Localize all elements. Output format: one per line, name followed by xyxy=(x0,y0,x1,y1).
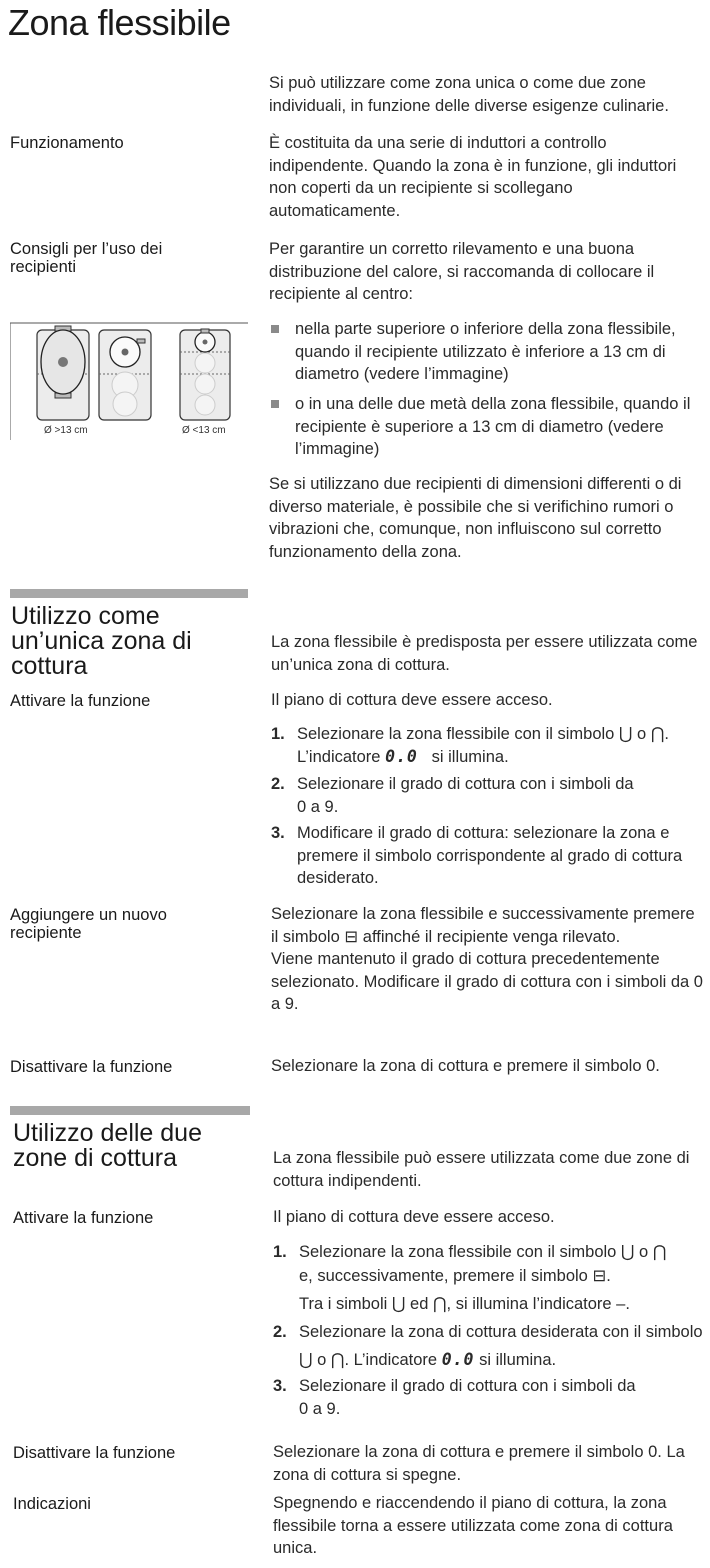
page-title: Zona flessibile xyxy=(8,2,231,43)
list-item: nella parte superiore o inferiore della zona flessibile, quando il recipiente utilizzato è inferiore a 13 cm di diametro (vedere l’immagine) xyxy=(269,318,701,386)
indicazioni-text: Spegnendo e riaccendendo il piano di cottura, la zona flessibile torna a essere utilizzata come zona di cottura unica. xyxy=(273,1494,673,1557)
step-item: 3. Modificare il grado di cottura: selezionare la zona e premere il simbolo corrispondente al grado di cottura desiderato. xyxy=(271,824,683,887)
attivare-label: Attivare la funzione xyxy=(10,692,151,710)
bullet-square-icon xyxy=(271,325,279,333)
section-heading-unica: Utilizzo come un’unica zona di cottura xyxy=(11,602,192,680)
display-indicator-icon: 0.0 xyxy=(385,746,418,766)
step-item: 1. Selezionare la zona flessibile con il simbolo ⋃ o ⋂. L’indicatore 0.0 si illumina. xyxy=(271,724,669,766)
label-small-pot: Ø <13 cm xyxy=(182,425,226,436)
pot-placement-illustration xyxy=(10,322,248,440)
pot-placement-figure xyxy=(10,322,248,440)
display-indicator-icon: 0.0 xyxy=(441,1350,475,1369)
consigli-text: Per garantire un corretto rilevamento e una buona distribuzione del calore, si raccomanda di collocare il recipiente al centro: xyxy=(269,240,655,303)
step-item: 3. Selezionare il grado di cottura con i simboli da 0 a 9. xyxy=(273,1377,636,1418)
up-symbol-icon: ⋂ xyxy=(330,1350,345,1369)
funzionamento-label: Funzionamento xyxy=(10,134,124,152)
up-symbol-icon: ⋂ xyxy=(652,1242,667,1261)
flex-zone-symbol-icon: ⊟ xyxy=(344,926,359,946)
attivare-text: Il piano di cottura deve essere acceso. xyxy=(273,1208,555,1226)
sezione-due-intro: La zona flessibile può essere utilizzata come due zone di cottura indipendenti. xyxy=(273,1149,690,1190)
down-symbol-icon: ⋃ xyxy=(299,1350,313,1369)
flex-zone-symbol-icon: ⊟ xyxy=(592,1266,607,1285)
intro-text: Si può utilizzare come zona unica o come due zone individuali, in funzione delle diverse esigenze culinarie. xyxy=(269,74,669,115)
funzionamento-text: È costituita da una serie di induttori a controllo indipendente. Quando la zona è in funzione, gli induttori non coperti da un recipiente si scollegano automaticamente. xyxy=(269,134,677,220)
up-symbol-icon: ⋂ xyxy=(432,1294,447,1313)
disattivare-label: Disattivare la funzione xyxy=(13,1444,176,1462)
consigli-label: Consigli per l’uso dei recipienti xyxy=(10,240,163,276)
list-item: o in una delle due metà della zona flessibile, quando il recipiente è superiore a 13 cm di diametro (vedere l’immagine) xyxy=(269,393,701,461)
consigli-note: Se si utilizzano due recipienti di dimensioni differenti o di diverso materiale, è possibile che si verifichino rumori o vibrazioni che, comunque, non influiscono sul corretto funzionamento della zona. xyxy=(269,475,682,561)
disattivare-label: Disattivare la funzione xyxy=(10,1058,173,1076)
disattivare-text: Selezionare la zona di cottura e premere il simbolo 0. La zona di cottura si spegne. xyxy=(273,1443,685,1484)
step-item: 2. Selezionare il grado di cottura con i simboli da 0 a 9. xyxy=(271,775,634,816)
down-symbol-icon: ⋃ xyxy=(618,724,633,743)
down-symbol-icon: ⋃ xyxy=(391,1294,406,1313)
disattivare-text: Selezionare la zona di cottura e premere il simbolo 0. xyxy=(271,1057,660,1075)
label-large-pot: Ø >13 cm xyxy=(44,425,88,436)
aggiungere-text: Selezionare la zona flessibile e successivamente premere il simbolo ⊟ affinché il recipiente venga rilevato. Viene mantenuto il grado di cottura precedentemente selezionato. Modificare il grado di cottura con i simboli da 0 a 9. xyxy=(271,905,703,1013)
attivare-label: Attivare la funzione xyxy=(13,1209,154,1227)
down-symbol-icon: ⋃ xyxy=(620,1242,635,1261)
aggiungere-label: Aggiungere un nuovo recipiente xyxy=(10,906,167,942)
attivare-text: Il piano di cottura deve essere acceso. xyxy=(271,691,553,709)
step-item: 2. Selezionare la zona di cottura desiderata con il simbolo ⋃ o ⋂. L’indicatore 0.0 si illumina. xyxy=(273,1323,703,1369)
section-heading-due: Utilizzo delle due zone di cottura xyxy=(13,1119,202,1172)
indicazioni-label: Indicazioni xyxy=(13,1495,91,1513)
section-divider xyxy=(10,589,248,598)
up-symbol-icon: ⋂ xyxy=(650,724,665,743)
step-item: 1. Selezionare la zona flessibile con il simbolo ⋃ o ⋂ e, successivamente, premere il simbolo ⊟. Tra i simboli ⋃ ed ⋂, si illumina l’indicatore –. xyxy=(273,1242,667,1313)
sezione-unica-intro: La zona flessibile è predisposta per essere utilizzata come un’unica zona di cottura. xyxy=(271,633,698,674)
section-divider xyxy=(10,1106,250,1115)
bullet-square-icon xyxy=(271,400,279,408)
